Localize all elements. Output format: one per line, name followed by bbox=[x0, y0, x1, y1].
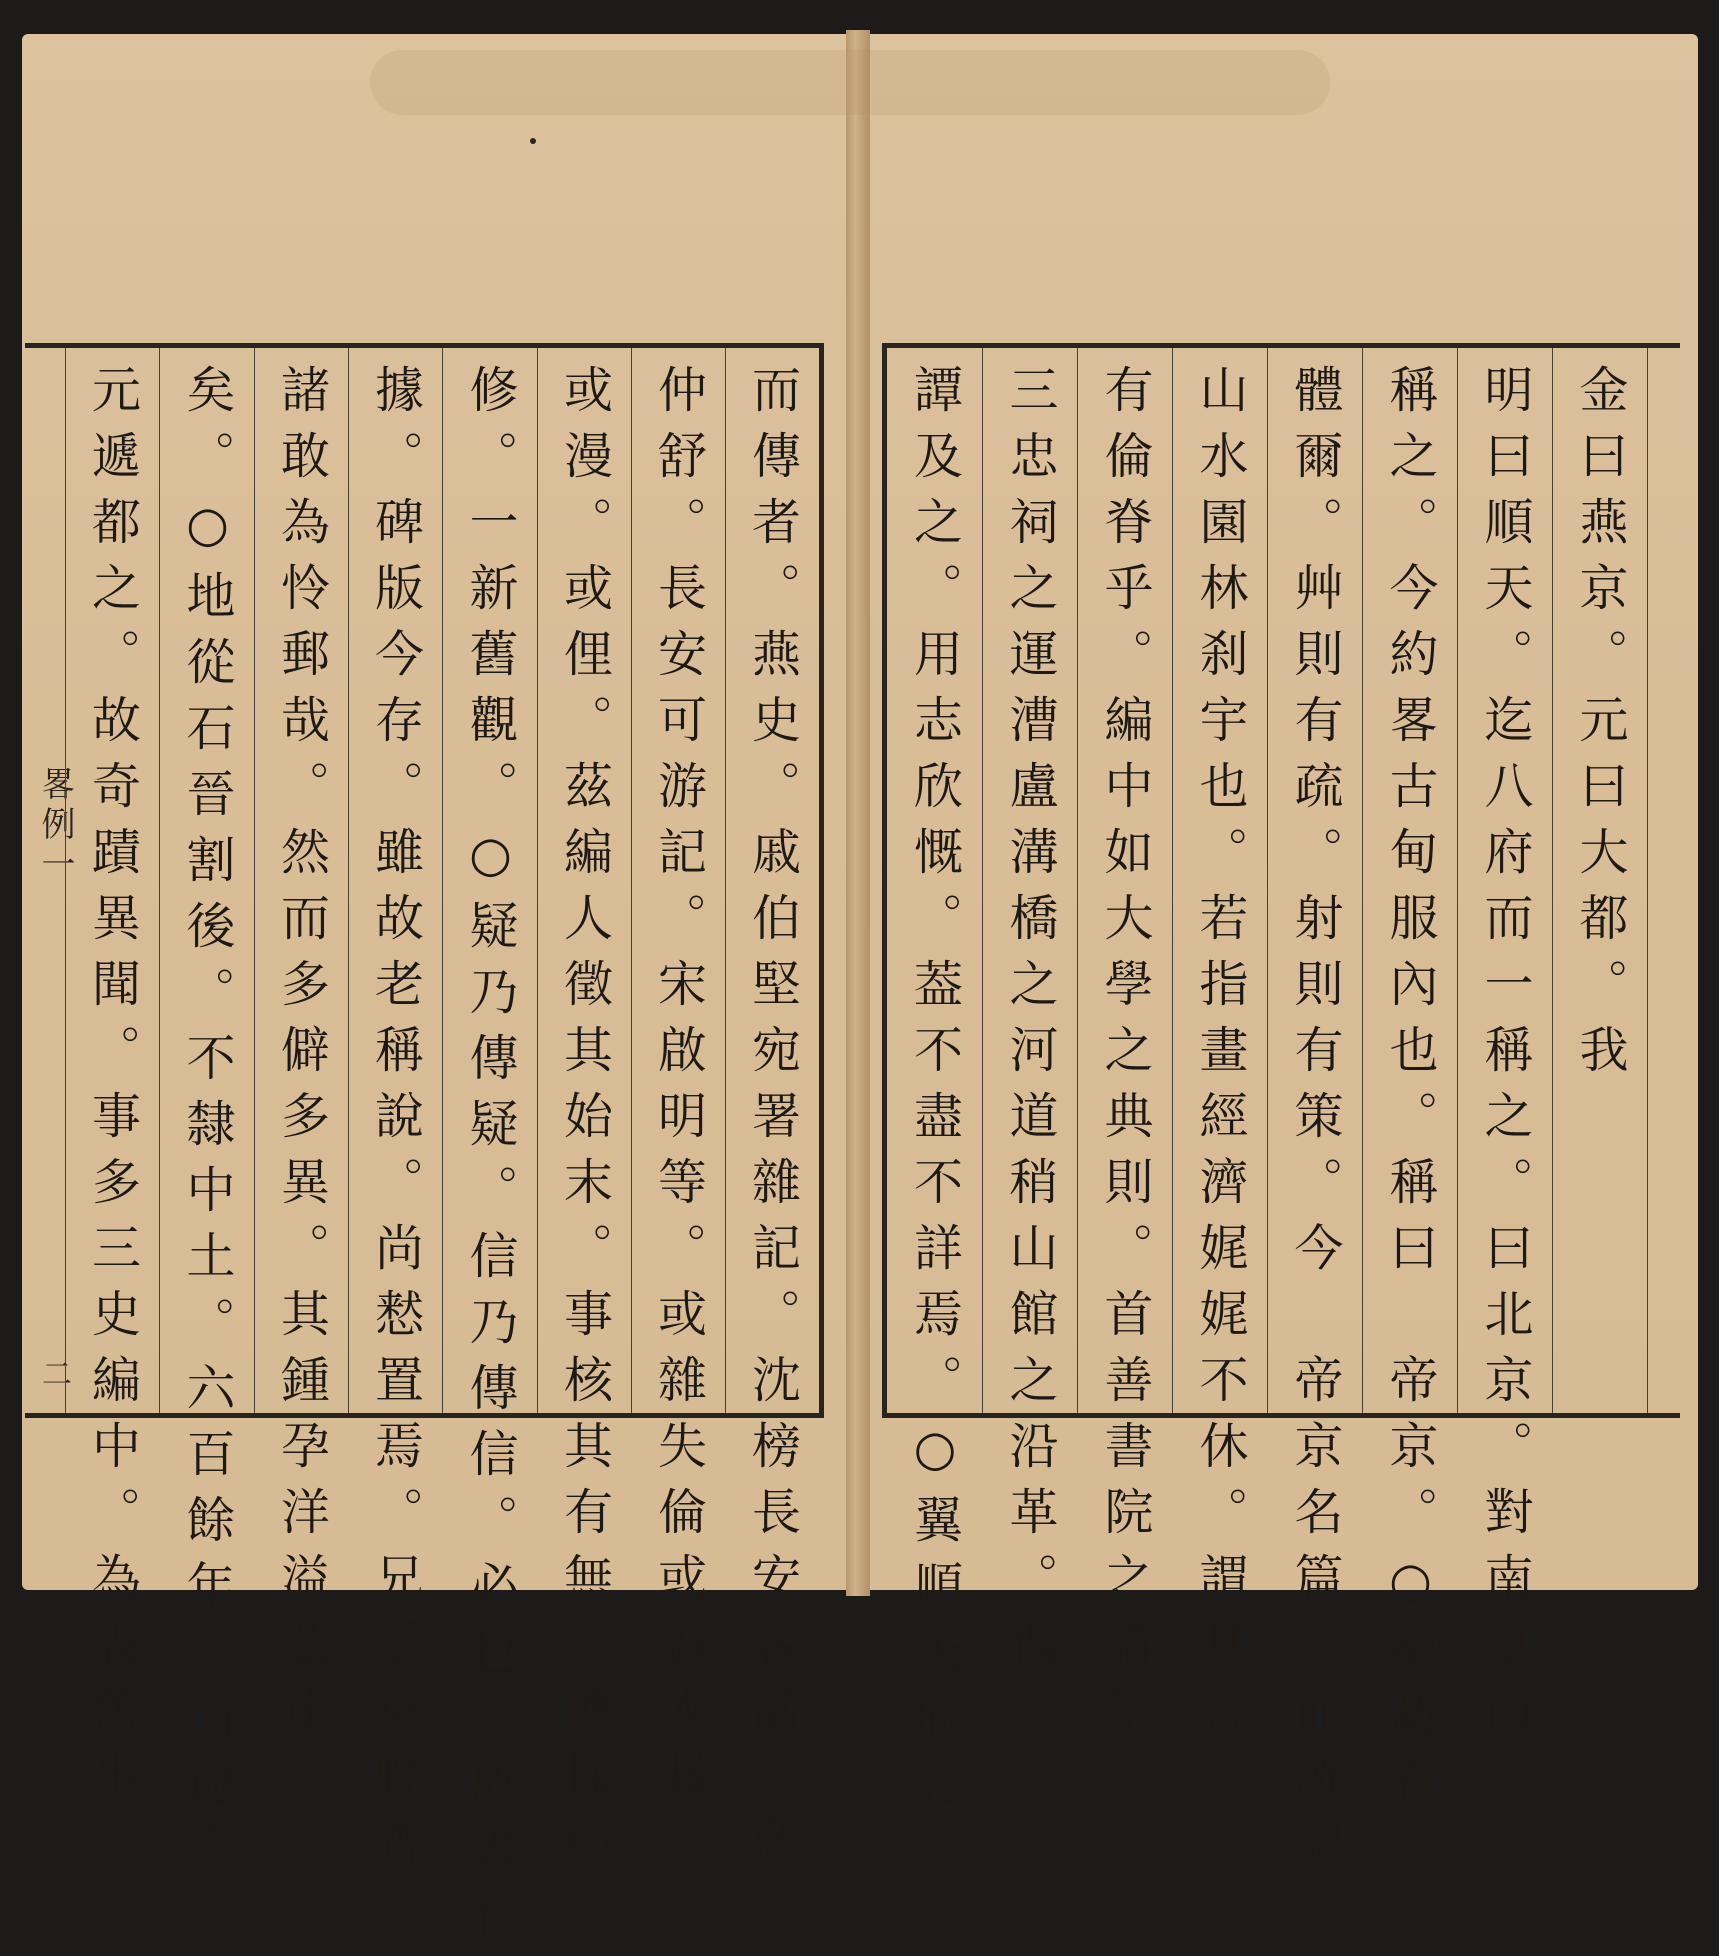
text-column bbox=[537, 348, 631, 1882]
text-column bbox=[1457, 348, 1552, 1816]
column-text: 稱之。今約畧古甸服內也。稱曰 帝京。○紀載有 bbox=[1382, 364, 1439, 1824]
paper-stain bbox=[370, 50, 1330, 115]
text-column bbox=[1552, 348, 1647, 1413]
text-column bbox=[159, 348, 254, 1890]
text-column bbox=[1077, 348, 1172, 1816]
text-column bbox=[1362, 348, 1457, 1824]
column-text: 體爾。艸則有疏。射則有策。今 帝京名篇。而所記 bbox=[1287, 364, 1344, 1882]
column-text: 金曰燕京。元曰大都。我 bbox=[1572, 364, 1629, 1090]
text-column bbox=[982, 348, 1077, 1684]
text-column bbox=[725, 348, 819, 1882]
text-column bbox=[887, 348, 982, 1824]
text-column bbox=[631, 348, 725, 1816]
column-text: 明曰順天。迄八府而一稱之。曰北京。對南京而二 bbox=[1477, 364, 1534, 1816]
column-text: 仲舒。長安可游記。宋啟明等。或雜失倫或譌或漏 bbox=[650, 364, 708, 1816]
column-text: 有倫脊乎。編中如大學之典則。首善書院之講學。 bbox=[1097, 364, 1154, 1816]
column-text: 修。一新舊觀。○疑乃傳疑。信乃傳信。必也。成書有 bbox=[462, 364, 519, 1956]
page-margin-column bbox=[25, 348, 75, 1413]
page-margin-column bbox=[1647, 348, 1680, 1413]
text-column bbox=[348, 348, 442, 1882]
column-text: 譚及之。用志欣慨。葢不盡不詳焉。○翼順天府志 bbox=[906, 364, 964, 1824]
book-gutter bbox=[846, 30, 870, 1596]
section-label: 畧例一 bbox=[35, 766, 75, 886]
column-text: 或漫。或俚。茲編人徵其始末。事核其有無。博採約 bbox=[556, 364, 614, 1882]
text-column bbox=[1267, 348, 1362, 1882]
column-text: 元遞都之。故奇蹟異聞。事多三史編中。為表舊事。 bbox=[84, 364, 142, 1882]
page-number: 二 bbox=[36, 1358, 71, 1388]
column-text: 據。碑版今存。雖故老稱說。尚慭置焉。兄乎東野齊 bbox=[367, 364, 425, 1882]
column-text: 而傳者。燕史。戚伯堅宛署雜記。沈榜長安客話。蔣 bbox=[744, 364, 802, 1882]
column-text: 諸敢為怜郵哉。然而多僻多異。其鍾孕洋溢弘達 bbox=[273, 364, 331, 1750]
ink-dot bbox=[530, 138, 536, 144]
text-column bbox=[1172, 348, 1267, 1750]
column-text: 三忠祠之運漕盧溝橋之河道稍山館之沿革。偶 bbox=[1002, 364, 1059, 1684]
column-text: 矣。○地從石晉割後。不隸中土。六百餘年。而遼金 bbox=[179, 364, 236, 1890]
right-text-frame bbox=[882, 343, 1680, 1882]
text-column bbox=[254, 348, 348, 1750]
left-text-frame bbox=[25, 343, 824, 1956]
column-text: 山水園林刹宇也。若指畫經濟娓娓不休。謂其言 bbox=[1192, 364, 1249, 1750]
text-column bbox=[442, 348, 537, 1956]
text-column bbox=[65, 348, 159, 1882]
